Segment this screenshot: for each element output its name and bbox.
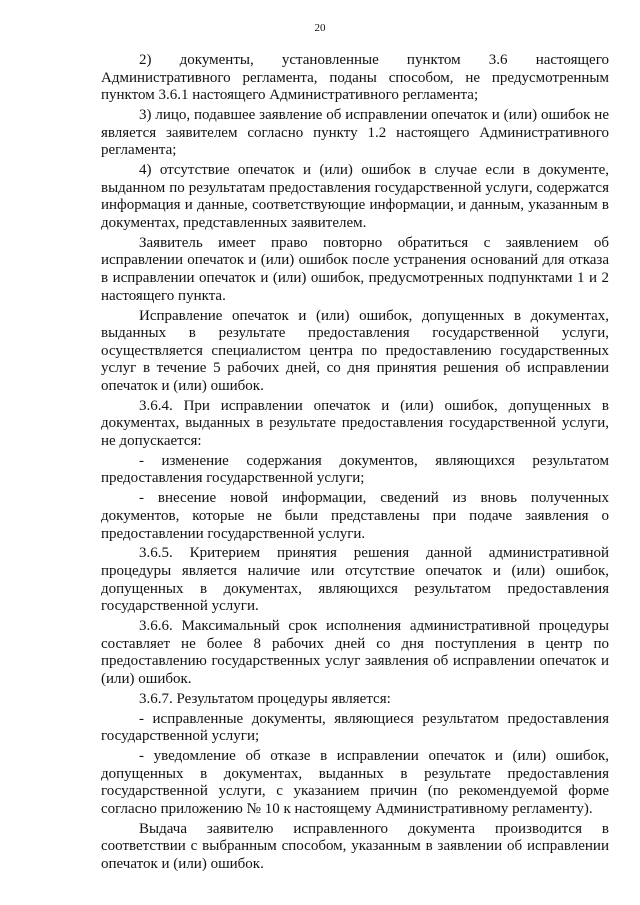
- paragraph-item-4-no-errors: 4) отсутствие опечаток и (или) ошибок в случае если в документе, выданном по результатам предоставления государственной услуги, содержатся информация и данные, соответствующие информации, и данным, указанным в документах, представленных заявителем.: [101, 162, 609, 231]
- paragraph-3-6-5: 3.6.5. Критерием принятия решения данной административной процедуры является наличие или отсутствие опечаток и (или) ошибок, допущенных в документах, являющихся результатом предоставления государственной услуги.: [101, 545, 609, 615]
- paragraph-bullet-corrected-documents: - исправленные документы, являющиеся результатом предоставления государственной услуги;: [101, 710, 609, 745]
- paragraph-item-2-documents-method: 2) документы, установленные пунктом 3.6 настоящего Административного регламента, поданы способом, не предусмотренным пунктом 3.6.1 настоящего Административного регламента;: [101, 52, 609, 104]
- paragraph-bullet-content-change: - изменение содержания документов, являющихся результатом предоставления государственной услуги;: [101, 452, 609, 487]
- paragraph-repeat-application: Заявитель имеет право повторно обратиться с заявлением об исправлении опечаток и (или) ошибок после устранения оснований для отказа в исправлении опечаток и (или) ошибок, предусмотренных подпунктами 1 и 2 настоящего пункта.: [101, 234, 609, 304]
- paragraph-3-6-6: 3.6.6. Максимальный срок исполнения административной процедуры составляет не более 8 рабочих дней со дня поступления в центр по предоставлению государственных услуг заявления об исправлении опечаток и (или) ошибок.: [101, 618, 609, 687]
- paragraph-issuance: Выдача заявителю исправленного документа производится в соответствии с выбранным способом, указанным в заявлении об исправлении опечаток и (или) ошибок.: [101, 820, 609, 872]
- paragraph-3-6-7: 3.6.7. Результатом процедуры является:: [139, 690, 391, 707]
- paragraph-bullet-new-information: - внесение новой информации, сведений из вновь полученных документов, которые не были представлены при подаче заявления о предоставлении государственной услуги.: [101, 490, 609, 542]
- page-number: 20: [314, 22, 326, 34]
- paragraph-correction-term: Исправление опечаток и (или) ошибок, допущенных в документах, выданных в результате предоставления государственной услуги, осуществляется специалистом центра по предоставлению государственных услуг в течение 5 рабочих дней, со дня принятия решения об исправлении опечаток и (или) ошибок.: [101, 307, 609, 394]
- paragraph-bullet-refusal-notice: - уведомление об отказе в исправлении опечаток и (или) ошибок, допущенных в документах, выданных в результате предоставления государственной услуги, с указанием причин (по рекомендуемой форме согласно приложению № 10 к настоящему Административному регламенту).: [101, 748, 609, 817]
- paragraph-item-3-not-applicant: 3) лицо, подавшее заявление об исправлении опечаток и (или) ошибок не является заявителем согласно пункту 1.2 настоящего Административного регламента;: [101, 107, 609, 159]
- paragraph-3-6-4: 3.6.4. При исправлении опечаток и (или) ошибок, допущенных в документах, выданных в результате предоставления государственной услуги, не допускается:: [101, 397, 609, 449]
- document-body: [101, 52, 609, 876]
